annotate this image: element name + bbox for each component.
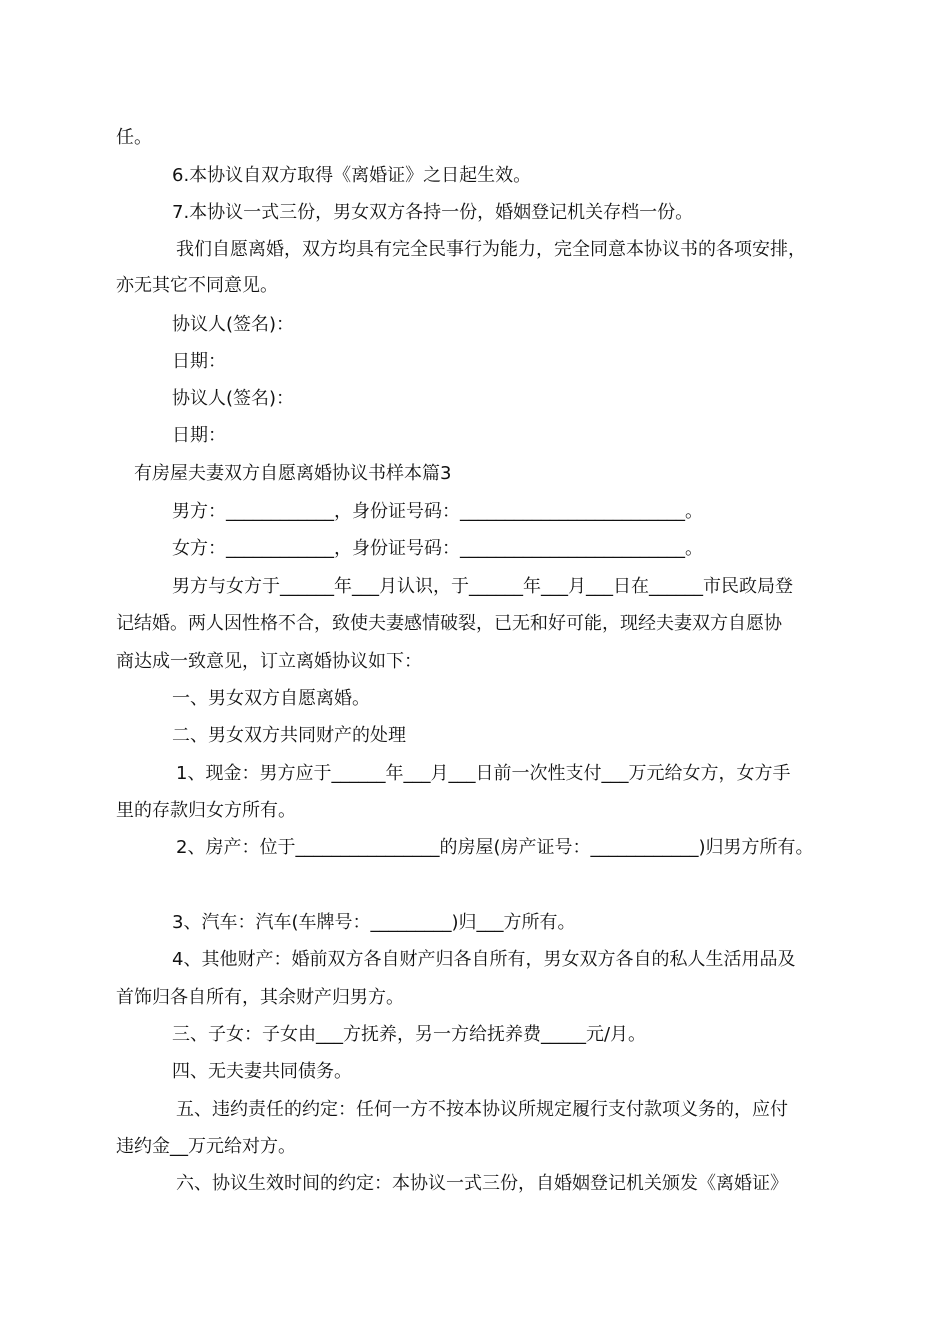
- article-5-line-2: 违约金__万元给对方。: [116, 1136, 296, 1157]
- marriage-info-line-3: 商达成一致意见，订立离婚协议如下：: [116, 651, 422, 672]
- declaration-line-2: 亦无其它不同意见。: [116, 275, 278, 296]
- female-party-line: 女方：____________，身份证号码：_________________________。: [172, 538, 703, 559]
- section-title: 有房屋夫妻双方自愿离婚协议书样本篇3: [134, 463, 452, 484]
- article-2: 二、男女双方共同财产的处理: [172, 725, 406, 746]
- declaration-line-1: 我们自愿离婚，双方均具有完全民事行为能力，完全同意本协议书的各项安排，: [176, 239, 806, 260]
- car-clause: 3、汽车：汽车(车牌号：_________)归___方所有。: [172, 912, 576, 933]
- other-property-line-2: 首饰归各自所有，其余财产归男方。: [116, 987, 404, 1008]
- marriage-info-line-2: 记结婚。两人因性格不合，致使夫妻感情破裂，已无和好可能，现经夫妻双方自愿协: [116, 613, 782, 634]
- date-label: 日期：: [172, 351, 226, 372]
- cash-clause-line-1: 1、现金：男方应于______年___月___日前一次性支付___万元给女方，女方手: [176, 763, 791, 784]
- article-3-children: 三、子女：子女由___方抚养，另一方给抚养费_____元/月。: [172, 1024, 647, 1045]
- paragraph-line: 任。: [116, 127, 152, 148]
- signer-label: 协议人(签名)：: [172, 314, 295, 335]
- cash-clause-line-2: 里的存款归女方所有。: [116, 800, 296, 821]
- date-label: 日期：: [172, 425, 226, 446]
- article-6: 六、协议生效时间的约定：本协议一式三份，自婚姻登记机关颁发《离婚证》: [176, 1173, 788, 1194]
- clause-7: 7.本协议一式三份，男女双方各持一份，婚姻登记机关存档一份。: [172, 202, 694, 223]
- signer-label: 协议人(签名)：: [172, 388, 295, 409]
- article-4-debts: 四、无夫妻共同债务。: [172, 1061, 352, 1082]
- marriage-info-line-1: 男方与女方于______年___月认识，于______年___月___日在______市民政局登: [172, 576, 793, 597]
- male-party-line: 男方：____________，身份证号码：_________________________。: [172, 501, 703, 522]
- property-clause: 2、房产：位于________________的房屋(房产证号：____________)归男方所有。: [176, 837, 814, 858]
- article-5-line-1: 五、违约责任的约定：任何一方不按本协议所规定履行支付款项义务的，应付: [176, 1099, 788, 1120]
- other-property-line-1: 4、其他财产：婚前双方各自财产归各自所有，男女双方各自的私人生活用品及: [172, 949, 796, 970]
- clause-6: 6.本协议自双方取得《离婚证》之日起生效。: [172, 165, 532, 186]
- article-1: 一、男女双方自愿离婚。: [172, 688, 370, 709]
